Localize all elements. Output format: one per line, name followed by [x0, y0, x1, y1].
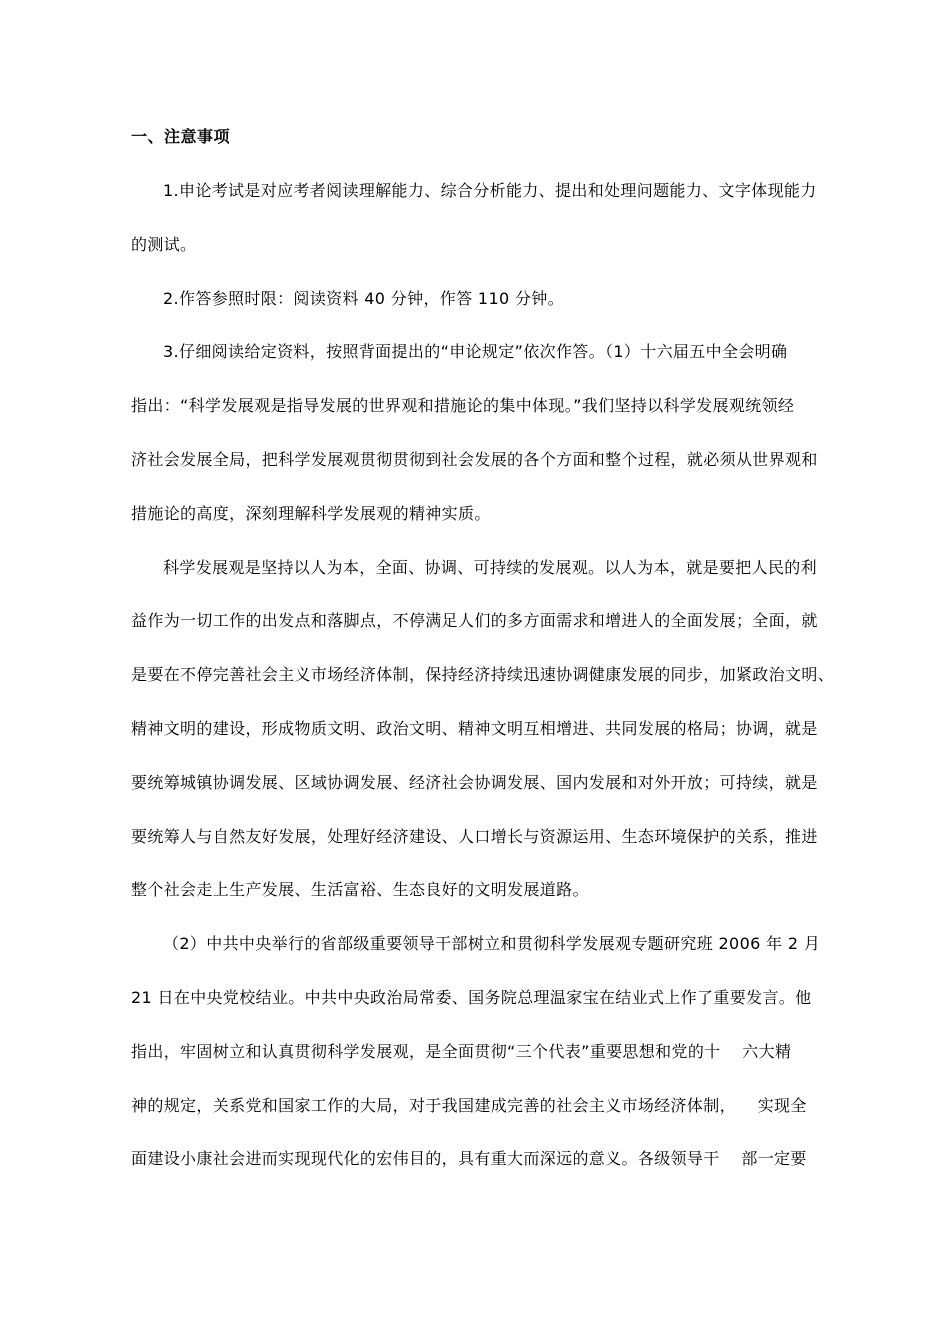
paragraph-line: 益作为一切工作的出发点和落脚点，不停满足人们的多方面需求和增进人的全面发展；全面，就 — [131, 611, 818, 630]
paragraph-line: 科学发展观是坚持以人为本，全面、协调、可持续的发展观。以人为本，就是要把人民的利 — [163, 558, 818, 577]
paragraph-line: （2）中共中央举行的省部级重要领导干部树立和贯彻科学发展观专题研究班 2006 年 2 月 — [163, 934, 821, 953]
paragraph-line: 措施论的高度，深刻理解科学发展观的精神实质。 — [131, 504, 491, 523]
paragraph-line: 的测试。 — [131, 235, 197, 254]
paragraph-line: 精神文明的建设，形成物质文明、政治文明、精神文明互相增进、共同发展的格局；协调，就是 — [131, 719, 818, 738]
paragraph-line: 3.仔细阅读给定资料，按照背面提出的“申论规定”依次作答。（1）十六届五中全会明确 — [163, 342, 788, 361]
paragraph-line: 面建设小康社会进而实现现代化的宏伟目的，具有重大而深远的意义。各级领导干 部一定要 — [131, 1149, 807, 1168]
paragraph-line: 要统筹城镇协调发展、区域协调发展、经济社会协调发展、国内发展和对外开放；可持续，就是 — [131, 773, 818, 792]
paragraph-line: 是要在不停完善社会主义市场经济体制，保持经济持续迅速协调健康发展的同步，加紧政治文明、 — [131, 665, 835, 684]
paragraph-line: 21 日在中央党校结业。中共中央政治局常委、国务院总理温家宝在结业式上作了重要发言。他 — [131, 988, 812, 1007]
paragraph-line: 要统筹人与自然友好发展，处理好经济建设、人口增长与资源运用、生态环境保护的关系，推进 — [131, 827, 818, 846]
paragraph-line: 1.申论考试是对应考者阅读理解能力、综合分析能力、提出和处理问题能力、文字体现能力 — [163, 181, 817, 200]
paragraph-line: 2.作答参照时限：阅读资料 40 分钟，作答 110 分钟。 — [163, 289, 565, 308]
section-heading: 一、注意事项 — [131, 127, 231, 146]
paragraph-line: 神的规定，关系党和国家工作的大局，对于我国建成完善的社会主义市场经济体制， 实现全 — [131, 1096, 807, 1115]
paragraph-line: 指出，牢固树立和认真贯彻科学发展观，是全面贯彻“三个代表”重要思想和党的十 六大精 — [131, 1042, 792, 1061]
paragraph-line: 济社会发展全局，把科学发展观贯彻贯彻到社会发展的各个方面和整个过程，就必须从世界观和 — [131, 450, 818, 469]
paragraph-line: 整个社会走上生产发展、生活富裕、生态良好的文明发展道路。 — [131, 880, 589, 899]
paragraph-line: 指出：“科学发展观是指导发展的世界观和措施论的集中体现。”我们坚持以科学发展观统领经 — [131, 396, 795, 415]
